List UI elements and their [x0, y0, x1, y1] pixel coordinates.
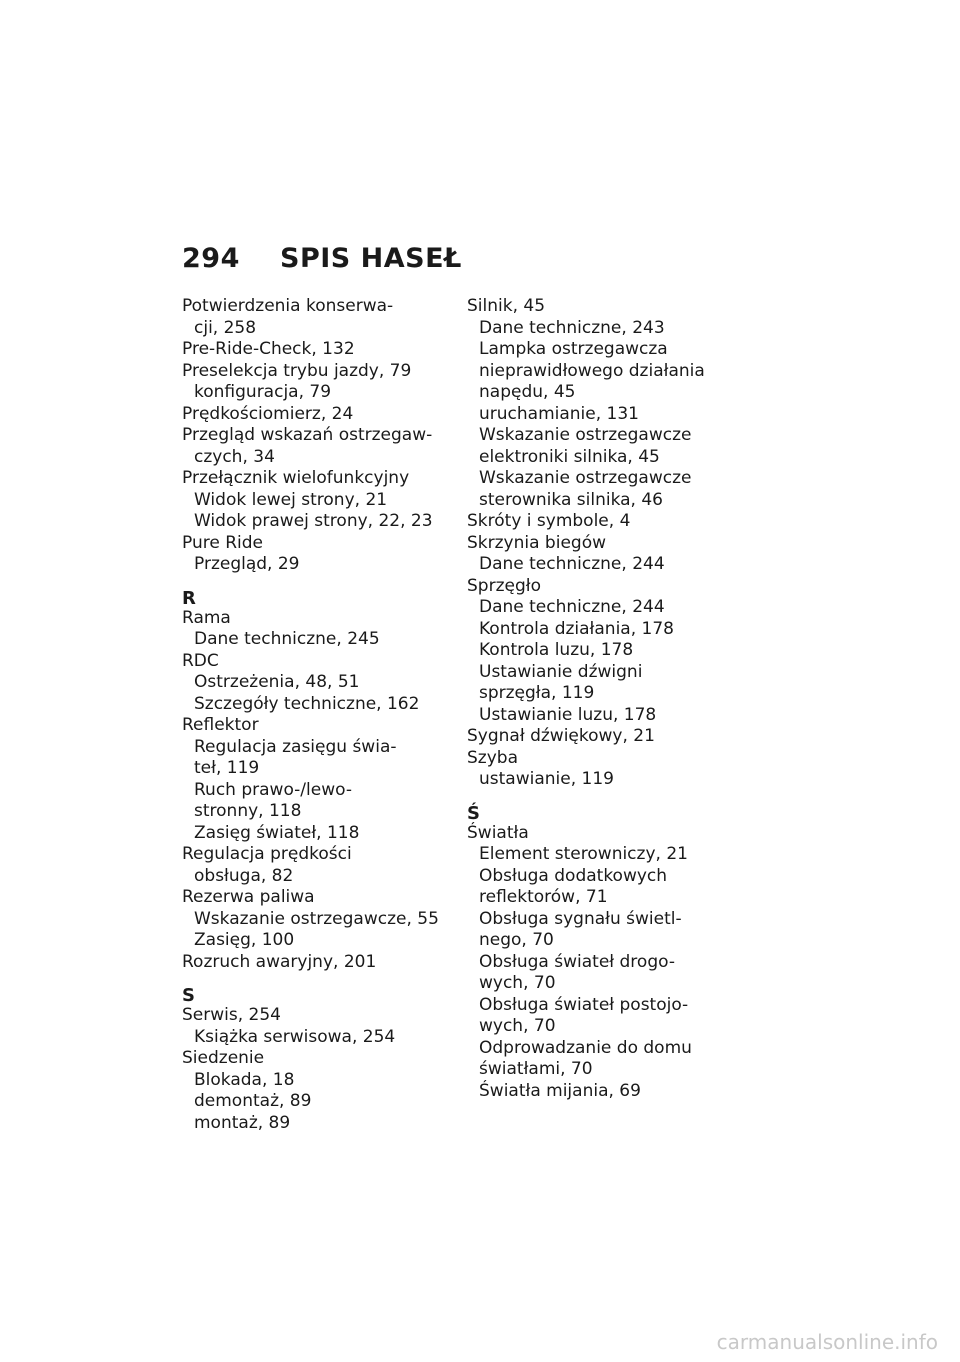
index-entry: Rezerwa paliwa — [182, 887, 315, 907]
page-title: SPIS HASEŁ — [280, 243, 462, 274]
index-entry: Regulacja prędkości — [182, 844, 352, 864]
index-subentry: konfiguracja, 79 — [194, 382, 332, 402]
index-subentry: Lampka ostrzegawcza — [479, 339, 668, 359]
index-entry: Pre-Ride-Check, 132 — [182, 339, 355, 359]
index-subentry: Ustawianie dźwigni — [479, 661, 643, 682]
index-subentry: Dane techniczne, 244 — [479, 597, 665, 617]
index-subentry: Kontrola luzu, 178 — [479, 640, 634, 660]
index-entry: Światła — [467, 822, 529, 843]
index-subentry: demontaż, 89 — [194, 1091, 312, 1111]
index-subentry: napędu, 45 — [479, 382, 576, 402]
index-entry: Przełącznik wielofunkcyjny — [182, 468, 410, 488]
index-subentry: sterownika silnika, 46 — [479, 489, 663, 510]
index-subentry: Widok lewej strony, 21 — [194, 489, 388, 510]
index-entry: RDC — [182, 650, 219, 671]
index-entry: Pure Ride — [182, 532, 263, 553]
index-entry: Siedzenie — [182, 1048, 265, 1068]
index-subentry: Obsługa świateł postojo- — [479, 994, 689, 1015]
index-entry: Skróty i symbole, 4 — [467, 511, 631, 531]
index-subentry: Wskazanie ostrzegawcze — [479, 425, 692, 445]
index-subentry: Wskazanie ostrzegawcze, 55 — [194, 908, 439, 929]
index-subentry: Obsługa dodatkowych — [479, 865, 668, 886]
index-subentry: stronny, 118 — [194, 801, 302, 821]
index-subentry: Ustawianie luzu, 178 — [479, 704, 657, 725]
index-subentry: elektroniki silnika, 45 — [479, 446, 660, 467]
index-subentry: Ostrzeżenia, 48, 51 — [194, 672, 360, 692]
index-subentry: Regulacja zasięgu świa- — [194, 736, 397, 757]
index-entry: Sygnał dźwiękowy, 21 — [467, 726, 655, 746]
index-entry: Potwierdzenia konserwa- — [182, 296, 394, 316]
index-entry: Serwis, 254 — [182, 1005, 281, 1025]
index-subentry: Ruch prawo-/lewo- — [194, 779, 352, 800]
index-subentry: Widok prawej strony, 22, 23 — [194, 511, 433, 531]
index-entry: Sprzęgło — [467, 575, 541, 596]
index-subentry: wych, 70 — [479, 973, 556, 993]
index-subentry: ustawianie, 119 — [479, 769, 614, 789]
index-subentry: czych, 34 — [194, 446, 275, 467]
index-entry: Przegląd wskazań ostrzegaw- — [182, 425, 433, 445]
index-column-right — [467, 296, 717, 1102]
index-subentry: reflektorów, 71 — [479, 887, 608, 907]
index-subentry: Blokada, 18 — [194, 1069, 295, 1090]
index-entry: Silnik, 45 — [467, 296, 546, 316]
page-header — [182, 243, 462, 274]
index-subentry: Dane techniczne, 244 — [479, 554, 665, 574]
index-subentry: Zasięg świateł, 118 — [194, 822, 360, 843]
index-subentry: Światła mijania, 69 — [479, 1080, 641, 1101]
index-subentry: Obsługa świateł drogo- — [479, 951, 675, 972]
watermark: carmanualsonline.info — [716, 1330, 938, 1354]
index-entry: Reflektor — [182, 715, 259, 735]
index-subentry: światłami, 70 — [479, 1059, 593, 1079]
index-entry: Szyba — [467, 747, 518, 768]
index-subentry: Element sterowniczy, 21 — [479, 844, 688, 864]
index-subentry: montaż, 89 — [194, 1112, 291, 1133]
index-subentry: teł, 119 — [194, 758, 260, 778]
index-entry: Skrzynia biegów — [467, 532, 606, 553]
index-subentry: Książka serwisowa, 254 — [194, 1026, 396, 1047]
index-entry: Rozruch awaryjny, 201 — [182, 951, 377, 972]
index-section-letter: Ś — [467, 802, 480, 824]
index-subentry: wych, 70 — [479, 1016, 556, 1036]
index-subentry: uruchamianie, 131 — [479, 403, 639, 424]
page-number: 294 — [182, 243, 240, 274]
index-subentry: sprzęgła, 119 — [479, 683, 595, 703]
index-section-letter: R — [182, 587, 196, 609]
index-subentry: Dane techniczne, 243 — [479, 317, 665, 338]
index-subentry: Obsługa sygnału świetl- — [479, 908, 682, 929]
index-subentry: Kontrola działania, 178 — [479, 618, 674, 639]
index-subentry: Wskazanie ostrzegawcze — [479, 468, 692, 488]
index-section-letter: S — [182, 985, 195, 1006]
index-subentry: Szczegóły techniczne, 162 — [194, 693, 420, 714]
index-entry: Rama — [182, 607, 231, 628]
index-subentry: nieprawidłowego działania — [479, 360, 705, 381]
index-entry: Preselekcja trybu jazdy, 79 — [182, 360, 412, 381]
index-subentry: obsługa, 82 — [194, 865, 294, 886]
index-subentry: cji, 258 — [194, 317, 257, 338]
index-subentry: Dane techniczne, 245 — [194, 629, 380, 649]
index-subentry: nego, 70 — [479, 930, 554, 950]
index-subentry: Zasięg, 100 — [194, 930, 295, 950]
index-column-left — [182, 296, 452, 1134]
index-entry: Prędkościomierz, 24 — [182, 403, 354, 424]
index-subentry: Odprowadzanie do domu — [479, 1037, 692, 1058]
index-subentry: Przegląd, 29 — [194, 554, 300, 574]
